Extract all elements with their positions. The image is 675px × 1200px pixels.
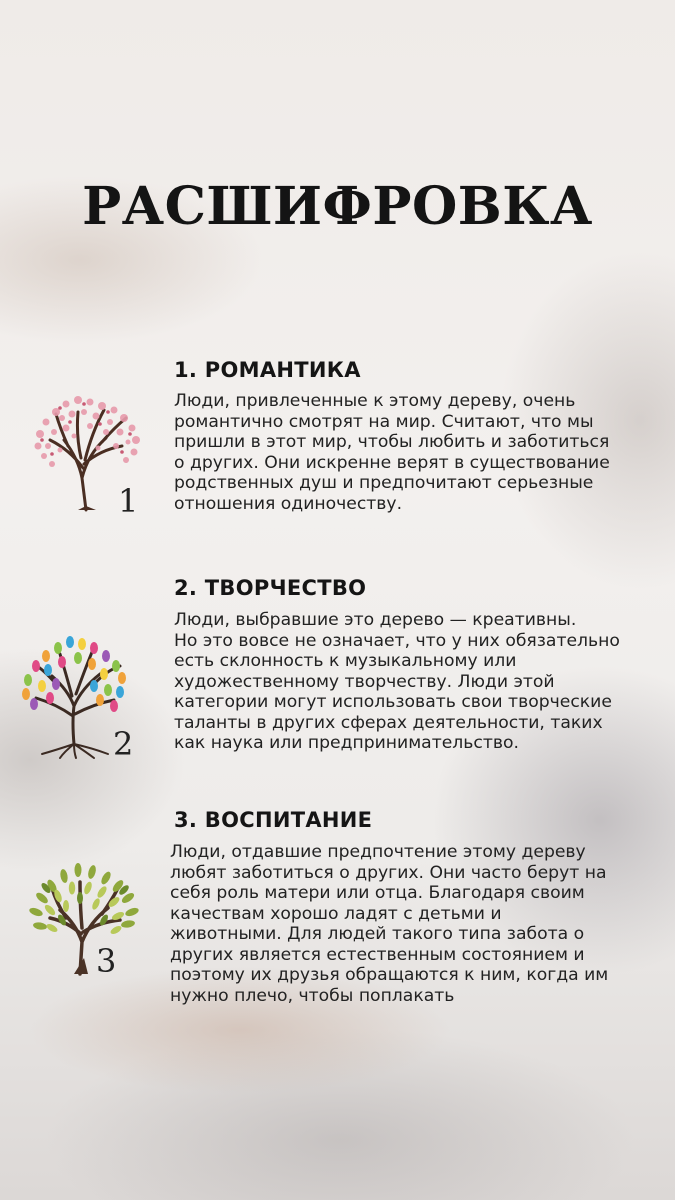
tree-number-2: 2 — [113, 725, 134, 763]
text-line: нужно плечо, чтобы поплакать — [170, 985, 455, 1006]
text-line: категории могут использовать свои творческие — [174, 692, 612, 712]
text-line: романтично смотрят на мир. Считают, что мы — [174, 411, 594, 432]
text-line: как наука или предпринимательство. — [174, 733, 519, 753]
text-line: родственных душ и предпочитают серьезные — [174, 473, 594, 493]
section-heading-romance: 1. РОМАНТИКА — [174, 358, 361, 382]
text-line: пришли в этот мир, чтобы любить и заботиться — [174, 432, 610, 452]
text-line: поэтому их друзья обращаются к ним, когда им — [170, 965, 609, 985]
text-line: есть склонность к музыкальному или — [174, 651, 517, 671]
text-line: Но это вовсе не означает, что у них обязательно — [174, 630, 620, 651]
text-line: таланты в других сферах деятельности, таких — [174, 712, 603, 733]
tree-number-1: 1 — [118, 482, 139, 520]
text-line: художественному творчеству. Люди этой — [174, 671, 555, 692]
text-line: Люди, отдавшие предпочтение этому дереву — [170, 842, 586, 862]
text-line: Люди, привлеченные к этому дереву, очень — [174, 391, 576, 411]
tree-number-3: 3 — [96, 942, 117, 980]
section-heading-nurturing: 3. ВОСПИТАНИЕ — [174, 808, 373, 832]
text-line: животными. Для людей такого типа забота о — [170, 924, 585, 944]
section-heading-creativity: 2. ТВОРЧЕСТВО — [174, 576, 367, 600]
green-leaf-tree-icon — [28, 858, 140, 978]
text-line: отношения одиночеству. — [174, 493, 403, 514]
text-line: о других. Они искренне верят в существование — [174, 452, 610, 473]
text-line: Люди, выбравшие это дерево — креативны. — [174, 610, 577, 630]
text-line: себя роль матери или отца. Благодаря своим — [170, 883, 585, 903]
text-line: любят заботиться о других. Они часто берут на — [170, 862, 607, 883]
text-line: других является естественным состоянием и — [170, 944, 585, 965]
text-line: качествам хорошо ладят с детьми и — [170, 903, 502, 924]
page-title: РАСШИФРОВКА — [82, 176, 593, 237]
